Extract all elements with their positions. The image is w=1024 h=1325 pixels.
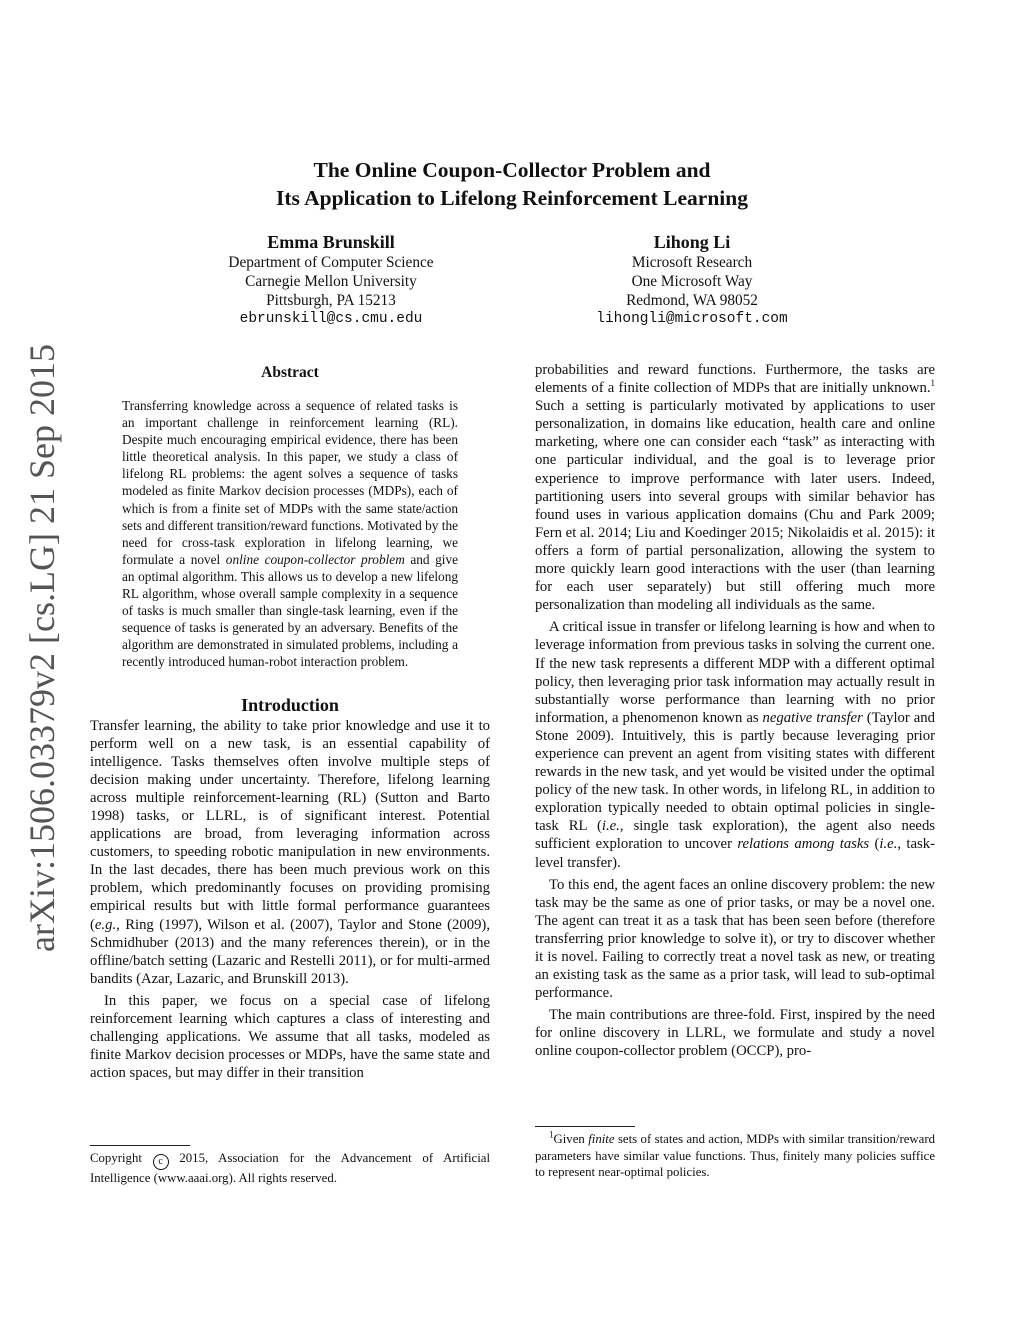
title-line-1: The Online Coupon-Collector Problem and xyxy=(313,158,711,182)
right-column xyxy=(535,361,935,1061)
footnote-text: Given xyxy=(553,1132,589,1146)
paragraph-emphasis: relations among tasks xyxy=(737,836,870,853)
author-name: Emma Brunskill xyxy=(267,232,395,252)
paper-title xyxy=(0,156,1024,212)
abstract-text-part: Transferring knowledge across a sequence of related tasks is an important challenge in reinforcement learning (RL). Despite much encouraging empirical evidence, there has been little theoretical analysis. In this paper, we study a class of lifelong RL problems: the agent solves a sequence of tasks modeled as finite Markov decision processes (MDPs), each of which is from a finite set of MDPs with the same state/action sets and different transition/reward functions. Motivated by the need for cross-task exploration in lifelong learning, we formulate a novel xyxy=(122,398,458,567)
author-affiliation: Microsoft Research xyxy=(631,254,753,271)
copyright-footnote xyxy=(90,1139,490,1187)
right-paragraph-1 xyxy=(535,361,935,614)
title-line-2: Its Application to Lifelong Reinforcement Learning xyxy=(276,186,748,210)
section-heading-introduction: Introduction xyxy=(241,694,339,715)
paragraph-text: Such a setting is particularly motivated by applications to user personalization, in domains like education, health care and online marketing, where one can consider each “task” as interacting with one particular individual, and the goal is to leverage prior experience to improve performance with later users. Indeed, partitioning users into several groups with similar behavior has found uses in various application domains (Chu and Park 2009; Fern et al. 2014; Liu and Koedinger 2015; Nikolaidis et al. 2015): it offers a form of partial personalization, allowing the system to more quickly learn good interactions with the user (than learning for each user separately) but still offering much more personalization than modeling all individuals as the same. xyxy=(535,398,935,614)
intro-paragraph-2: In this paper, we focus on a special case of lifelong reinforcement learning which captures a class of interesting and challenging applications. We assume that all tasks, modeled as finite Markov decision processes or MDPs, have the same state and action spaces, but may differ in their transition xyxy=(90,992,490,1082)
footnote-divider xyxy=(90,1145,190,1146)
left-column xyxy=(90,361,490,1082)
copyright-text xyxy=(90,1150,490,1187)
footnote-text-block xyxy=(535,1131,935,1181)
abstract-heading: Abstract xyxy=(261,364,319,381)
author-block-1 xyxy=(151,230,511,329)
paragraph-emphasis: i.e. xyxy=(879,836,898,853)
paragraph-text: , single task exploration), the agent also needs sufficient exploration to uncover xyxy=(535,818,936,853)
author-affiliation: Redmond, WA 98052 xyxy=(626,291,758,309)
paragraph-text: A critical issue in transfer or lifelong learning is how and when to leverage information from previous tasks in solving the current one. If the new task represents a different MDP with a different optimal policy, then leveraging prior task information may actually result in substantially worse performance than learning with no prior information, a phenomenon known as xyxy=(535,619,935,726)
author-name: Lihong Li xyxy=(653,232,731,252)
author-affiliation: Carnegie Mellon University xyxy=(245,272,417,290)
footnote-text: sets of states and action, MDPs with similar transition/reward parameters have similar value functions. Thus, finitely many policies suffice to represent near-optimal policies. xyxy=(535,1132,935,1179)
paragraph-text: , Ring (1997), Wilson et al. (2007), Taylor and Stone (2009), Schmidhuber (2013) and the many references therein), or in the offline/batch setting (Lazaric and Restelli 2011), or for multi-armed bandits (Azar, Lazaric, and Brunskill 2013). xyxy=(90,916,490,987)
footnote-marker: 1 xyxy=(549,1129,554,1140)
author-affiliation: One Microsoft Way xyxy=(631,272,753,290)
author-affiliation: Pittsburgh, PA 15213 xyxy=(266,291,396,309)
paragraph-text: probabilities and reward functions. Furthermore, the tasks are elements of a finite collection of MDPs that are initially unknown. xyxy=(535,362,935,397)
footnote-marker: 1 xyxy=(930,378,935,389)
author-email: ebrunskill@cs.cmu.edu xyxy=(239,311,423,328)
footnote-text: 2015, Association for the Advancement of Artificial Intelligence (www.aaai.org). All rights reserved. xyxy=(90,1151,491,1185)
intro-paragraph-1 xyxy=(90,717,490,988)
abstract-text xyxy=(122,397,458,671)
right-paragraph-2 xyxy=(535,618,935,871)
footnote-text: Copyright xyxy=(90,1151,153,1165)
abstract-emphasis: online coupon-collector problem xyxy=(225,551,405,567)
author-email: lihongli@microsoft.com xyxy=(596,311,788,328)
abstract-text-part: and give an optimal algorithm. This allows us to develop a new lifelong RL algorithm, whose overall sample complexity in a sequence of tasks is much smaller than single-task learning, even if the sequence of tasks is generated by an adversary. Benefits of the algorithm are demonstrated in simulated problems, including a recently introduced human-robot interaction problem. xyxy=(122,551,458,670)
author-block-2 xyxy=(512,230,872,329)
footnote-1 xyxy=(535,1120,935,1181)
copyright-symbol-icon: c xyxy=(153,1154,169,1170)
paragraph-text: Transfer learning, the ability to take prior knowledge and use it to perform well on a new task, is an essential capability of intelligence. Tasks themselves often involve multiple steps of decision making under uncertainty. Therefore, lifelong learning across multiple reinforcement-learning (RL) (Sutton and Barto 1998) tasks, or LLRL, is of significant interest. Potential applications are broad, from leveraging information across customers, to speeding robotic manipulation in new environments. In the last decades, there has been much previous work on this problem, which predominantly focuses on providing promising empirical results but with little formal performance guarantees ( xyxy=(90,717,490,933)
footnote-divider xyxy=(535,1126,635,1127)
right-paragraph-3: To this end, the agent faces an online discovery problem: the new task may be the same as one of prior tasks, or may be a novel one. The agent can treat it as a task that has been seen before (therefore transferring prior knowledge to solve it), or try to discover whether it is novel. Failing to correctly treat a novel task as new, or treating an existing task as the same as a prior task, will lead to sub-optimal performance. xyxy=(535,876,935,1002)
footnote-emphasis: finite xyxy=(588,1132,615,1146)
paragraph-text: ( xyxy=(869,836,880,853)
author-affiliation: Department of Computer Science xyxy=(228,254,434,271)
paragraph-text: , task-level transfer). xyxy=(535,836,935,871)
paragraph-emphasis: negative transfer xyxy=(762,709,863,726)
paragraph-emphasis: i.e. xyxy=(601,818,620,835)
arxiv-id: arXiv:1506.03379v2 [cs.LG] 21 Sep 2015 xyxy=(22,344,62,952)
paragraph-emphasis: e.g. xyxy=(94,916,117,933)
right-paragraph-4: The main contributions are three-fold. First, inspired by the need for online discovery in LLRL, we formulate and study a novel online coupon-collector problem (OCCP), pro- xyxy=(535,1007,935,1060)
paragraph-text: (Taylor and Stone 2009). Intuitively, this is partly because leveraging prior experience can prevent an agent from visiting states with different rewards in the new task, and yet would be visited under the optimal policy of the new task. In other words, in lifelong RL, in addition to exploration typically needed to obtain optimal policies in single-task RL ( xyxy=(535,709,935,835)
